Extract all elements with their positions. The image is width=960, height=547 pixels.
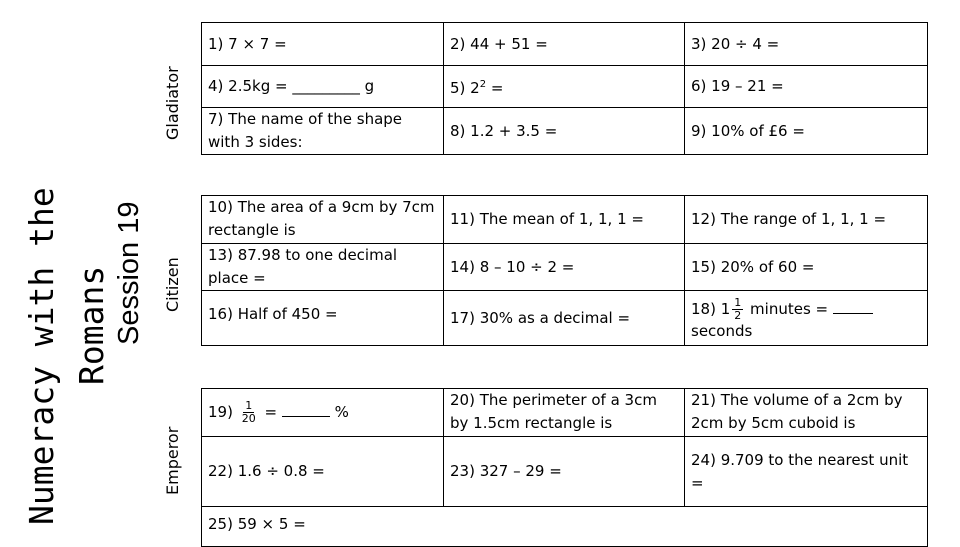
question-18-fraction <box>732 297 743 322</box>
question-24-text: 24) 9.709 to the nearest unit <box>691 450 909 469</box>
question-6: 6) 19 – 21 = <box>685 66 928 108</box>
question-22: 22) 1.6 ÷ 0.8 = <box>202 437 444 507</box>
question-5-tail: = <box>486 79 504 97</box>
question-2: 2) 44 + 51 = <box>444 23 685 66</box>
question-8: 8) 1.2 + 3.5 = <box>444 108 685 155</box>
question-19-fraction <box>240 400 258 425</box>
question-5-exponent: 2 <box>479 79 487 90</box>
question-9: 9) 10% of £6 = <box>685 108 928 155</box>
citizen-questions-table <box>201 195 928 346</box>
question-19-unit: % <box>334 403 349 421</box>
session-label: Session 19 <box>113 201 145 345</box>
question-11: 11) The mean of 1, 1, 1 = <box>444 196 685 244</box>
question-18-text: minutes = <box>750 299 829 318</box>
question-3: 3) 20 ÷ 4 = <box>685 23 928 66</box>
question-21: 21) The volume of a 2cm by 2cm by 5cm cuboid is <box>685 389 928 437</box>
question-1: 1) 7 × 7 = <box>202 23 444 66</box>
gladiator-questions-table <box>201 22 928 155</box>
question-18-prefix: 18) 1 <box>691 299 731 318</box>
question-4: 4) 2.5kg = _________ g <box>202 66 444 108</box>
question-5 <box>444 66 685 108</box>
level-emperor-label: Emperor <box>163 426 182 495</box>
question-18-unit: seconds <box>691 321 753 340</box>
title-sub: Romans <box>72 265 111 385</box>
question-18 <box>685 291 928 346</box>
question-18-denominator: 2 <box>734 308 742 322</box>
level-citizen-label: Citizen <box>163 257 182 312</box>
question-14: 14) 8 – 10 ÷ 2 = <box>444 244 685 291</box>
question-23: 23) 327 – 29 = <box>444 437 685 507</box>
question-13: 13) 87.98 to one decimal place = <box>202 244 444 291</box>
answer-blank-line <box>282 416 330 417</box>
question-24 <box>685 437 928 507</box>
question-20: 20) The perimeter of a 3cm by 1.5cm rectangle is <box>444 389 685 437</box>
question-12: 12) The range of 1, 1, 1 = <box>685 196 928 244</box>
question-19-numerator: 1 <box>245 399 253 412</box>
question-15: 15) 20% of 60 = <box>685 244 928 291</box>
question-24-equals: = <box>691 473 704 492</box>
question-19-equals: = <box>264 403 278 421</box>
question-18-numerator: 1 <box>734 295 742 309</box>
question-10: 10) The area of a 9cm by 7cm rectangle is <box>202 196 444 244</box>
level-gladiator-label: Gladiator <box>163 66 182 140</box>
question-19 <box>202 389 444 437</box>
question-7: 7) The name of the shape with 3 sides: <box>202 108 444 155</box>
question-19-prefix: 19) <box>208 403 233 421</box>
question-17: 17) 30% as a decimal = <box>444 291 685 346</box>
answer-blank-line <box>833 313 873 314</box>
question-5-base: 5) 2 <box>450 79 480 97</box>
title-main: Numeracy with the <box>22 187 61 525</box>
question-19-denominator: 20 <box>241 412 256 425</box>
question-16: 16) Half of 450 = <box>202 291 444 346</box>
question-25: 25) 59 × 5 = <box>202 507 928 547</box>
emperor-questions-table <box>201 388 928 547</box>
